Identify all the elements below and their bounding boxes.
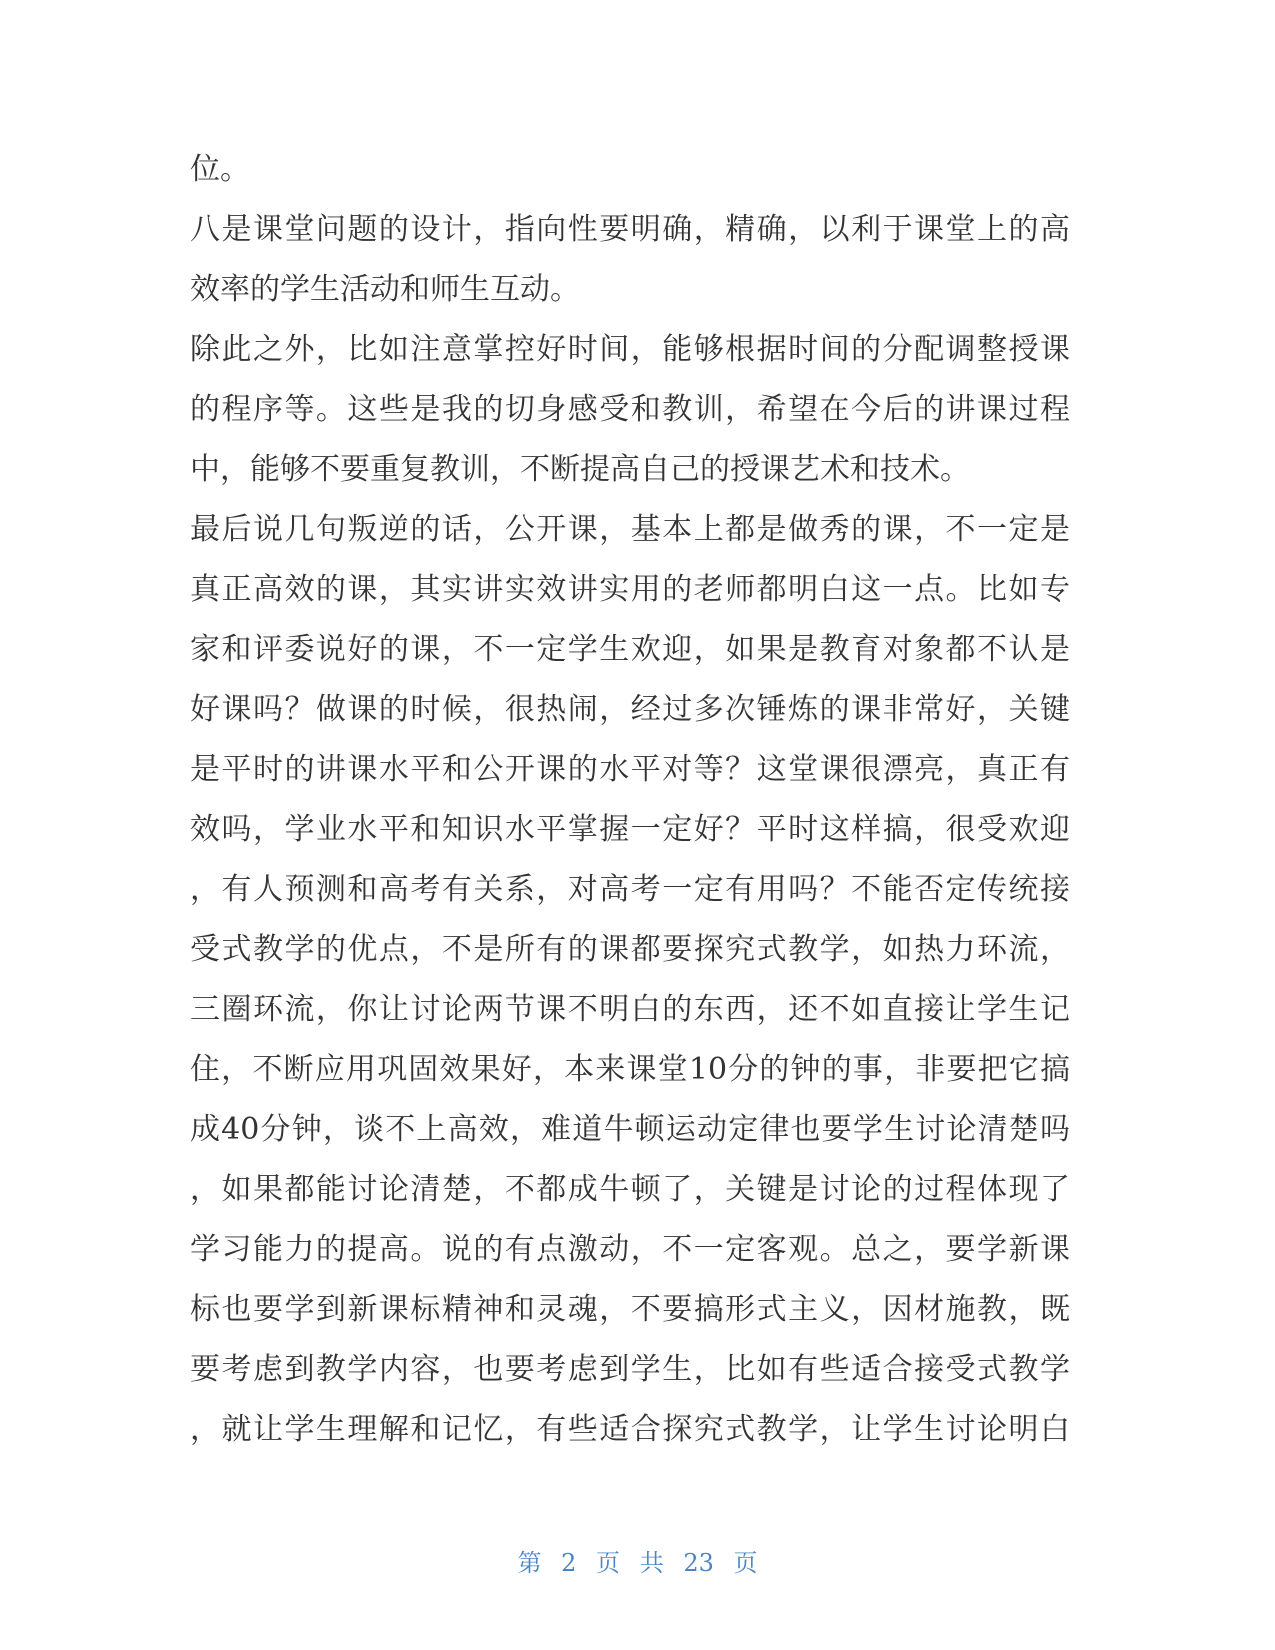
text-line: 要考虑到教学内容，也要考虑到学生，比如有些适合接受式教学 (190, 1352, 1070, 1387)
text-line: 学习能力的提高。说的有点激动，不一定客观。总之，要学新课 (190, 1232, 1070, 1267)
text-line: 真正高效的课，其实讲实效讲实用的老师都明白这一点。比如专 (190, 572, 1070, 607)
footer-page-word: 页 (596, 1549, 621, 1577)
text-line: 好课吗？做课的时候，很热闹，经过多次锤炼的课非常好，关键 (190, 692, 1070, 727)
text-line: 位。 (190, 152, 250, 187)
text-line: 除此之外，比如注意掌控好时间，能够根据时间的分配调整授课 (190, 332, 1070, 367)
page-footer (0, 1543, 1275, 1578)
text-line: ，如果都能讨论清楚，不都成牛顿了，关键是讨论的过程体现了 (190, 1172, 1070, 1207)
footer-current-page: 2 (561, 1549, 577, 1577)
footer-prefix: 第 (517, 1549, 542, 1577)
text-line: ，有人预测和高考有关系，对高考一定有用吗？不能否定传统接 (190, 872, 1070, 907)
footer-total-word: 共 (639, 1549, 664, 1577)
text-line: 效吗，学业水平和知识水平掌握一定好？平时这样搞，很受欢迎 (190, 812, 1070, 847)
text-line: 标也要学到新课标精神和灵魂，不要搞形式主义，因材施教，既 (190, 1292, 1070, 1327)
text-line: 是平时的讲课水平和公开课的水平对等？这堂课很漂亮，真正有 (190, 752, 1070, 787)
document-body (190, 140, 1070, 1460)
footer-total-pages: 23 (683, 1549, 714, 1577)
text-line: 效率的学生活动和师生互动。 (190, 272, 580, 307)
text-line: 受式教学的优点，不是所有的课都要探究式教学，如热力环流， (190, 932, 1070, 967)
text-line: 成40分钟，谈不上高效，难道牛顿运动定律也要学生讨论清楚吗 (190, 1112, 1070, 1147)
text-line: 住，不断应用巩固效果好，本来课堂10分的钟的事，非要把它搞 (190, 1052, 1070, 1087)
footer-suffix: 页 (733, 1549, 758, 1577)
text-line: 的程序等。这些是我的切身感受和教训，希望在今后的讲课过程 (190, 392, 1070, 427)
text-line: 最后说几句叛逆的话，公开课，基本上都是做秀的课，不一定是 (190, 512, 1070, 547)
text-line: ，就让学生理解和记忆，有些适合探究式教学，让学生讨论明白 (190, 1412, 1070, 1447)
text-line: 中，能够不要重复教训，不断提高自己的授课艺术和技术。 (190, 452, 970, 487)
text-line: 三圈环流，你让讨论两节课不明白的东西，还不如直接让学生记 (190, 992, 1070, 1027)
text-line: 八是课堂问题的设计，指向性要明确，精确，以利于课堂上的高 (190, 212, 1070, 247)
text-line: 家和评委说好的课，不一定学生欢迎，如果是教育对象都不认是 (190, 632, 1070, 667)
